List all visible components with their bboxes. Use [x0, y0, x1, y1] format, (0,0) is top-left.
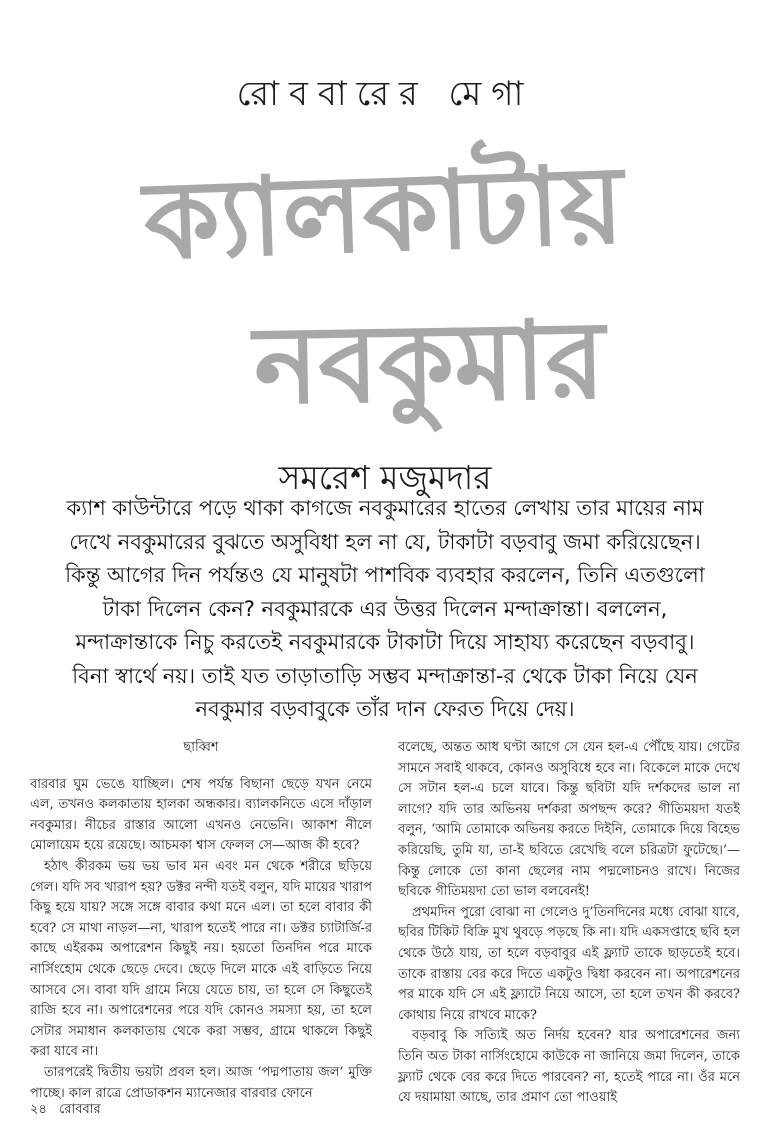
magazine-name: রোববার — [59, 1102, 101, 1117]
body-paragraph: তারপরেই দ্বিতীয় ভয়টা প্রবল হল। আজ ‘পদ্মপাতায় জল’ মুক্তি পাচ্ছে। কাল রাত্রে প্রোডাকশন ম্যানেজার বারবার ফোনে — [30, 1064, 372, 1101]
author-name: সমরেশ মজুমদার — [278, 458, 492, 497]
page-footer — [30, 1100, 101, 1121]
chapter-heading: ছাব্বিশ — [183, 740, 219, 755]
body-paragraph: বলেছে, অন্তত আধ ঘণ্টা আগে সে যেন হল-এ পৌঁছে যায়। গেটের সামনে সবাই থাকবে, কোনও অসুবিধে হবে না। বিকেলে মাকে দেখে সে সটান হল-এ চলে যাবে। কিন্তু ছবিটা যদি দর্শকদের ভাল না লাগে? যদি তার অভিনয় দর্শকরা অপছন্দ করে? গীতিময়দা যতই বলুন, ‘আমি তোমাকে অভিনয় করতে দিইনি, তোমাকে দিয়ে বিহেভ করিয়েছি, তুমি যা, তা-ই ছবিতে রেখেছি বলে চরিত্রটা ফুটেছে।’—কিন্তু লোকে তো কানা ছেলের নাম পদ্মলোচনও রাখে। নিজের ছবিকে গীতিময়দা তো ভাল বলবেনই! — [398, 740, 740, 900]
page-number: ২৪ — [30, 1102, 47, 1117]
body-paragraph: প্রথমদিন পুরো বোঝা না গেলেও দু’তিনদিনের মধ্যে বোঝা যাবে, ছবির টিকিট বিক্রি মুখ থুবড়ে পড়ছে কি না। যদি একসপ্তাহে ছবি হল থেকে উঠে যায়, তা হলে বড়বাবুর এই ফ্ল্যাট তাকে ছাড়তেই হবে। তাকে রাস্তায় বের করে দিতে একটুও দ্বিধা করবেন না। অপারেশনের পর মাকে যদি সে এই ফ্ল্যাটে নিয়ে আসে, তা হলে তখন কী করবে? কোথায় নিয়ে রাখবে মাকে? — [398, 904, 740, 1023]
title-calligraphy — [0, 110, 770, 460]
title-line-1: ক্যালকাটায় — [142, 142, 626, 285]
right-column — [398, 738, 740, 1109]
intro-summary: ক্যাশ কাউন্টারে পড়ে থাকা কাগজে নবকুমারের হাতের লেখায় তার মায়ের নাম দেখে নবকুমারের বুঝতে অসুবিধা হল না যে, টাকাটা বড়বাবু জমা করিয়েছেন। কিন্তু আগের দিন পর্যন্তও যে মানুষটা পাশবিক ব্যবহার করলেন, তিনি এতগুলো টাকা দিলেন কেন? নবকুমারকে এর উত্তর দিলেন মন্দাক্রান্তা। বললেন, মন্দাক্রান্তাকে নিচু করতেই নবকুমারকে টাকাটা দিয়ে সাহায্য করেছেন বড়বাবু। বিনা স্বার্থে নয়। তাই যত তাড়াতাড়ি সম্ভব মন্দাক্রান্তা-র থেকে টাকা নিয়ে যেন নবকুমার বড়বাবুকে তাঁর দান ফেরত দিয়ে দেয়। — [65, 496, 705, 721]
body-paragraph: বারবার ঘুম ভেঙে যাচ্ছিল। শেষ পর্যন্ত বিছানা ছেড়ে যখন নেমে এল, তখনও কলকাতায় হালকা অন্ধকার। ব্যালকনিতে এসে দাঁড়াল নবকুমার। নীচের রাস্তার আলো এখনও নেভেনি। আকাশ নীলে মোলায়েম হয়ে রয়েছে। আচমকা শ্বাস ফেলল সে—আজ কী হবে? — [30, 776, 372, 854]
body-paragraph: বড়বাবু কি সত্যিই অত নির্দয় হবেন? যার অপারেশনের জন্য তিনি অত টাকা নার্সিংহোমে কাউকে না জানিয়ে জমা দিলেন, তাকে ফ্ল্যাট থেকে বের করে দিতে পারবেন? না, হতেই পারে না। ওঁর মনে যে দয়ামায়া আছে, তার প্রমাণ তো পাওয়াই — [398, 1028, 740, 1106]
left-column — [30, 738, 372, 1104]
body-paragraph: হঠাৎ কীরকম ভয় ভয় ভাব মন এবং মন থেকে শরীরে ছড়িয়ে গেল। যদি সব খারাপ হয়? ডক্টর নন্দী যতই বলুন, যদি মায়ের খারাপ কিছু হয়ে যায়? সঙ্গে সঙ্গে বাবার কথা মনে এল। তা হলে বাবার কী হবে? সে মাথা নাড়ল—না, খারাপ হতেই পারে না। ডক্টর চ্যাটার্জি-র কাছে এইরকম অপারেশন কিছুই নয়। হয়তো তিনদিন পরে মাকে নার্সিংহোম থেকে ছেড়ে দেবে। ছেড়ে দিলে মাকে এই বাড়িতে নিয়ে আসবে সে। বাবা যদি গ্রামে নিয়ে যেতে চায়, তা হলে সে কিছুতেই রাজি হবে না। অপারেশনের পরে যদি কোনও সমস্যা হয়, তা হলে সেটার সমাধান কলকাতায় থেকে করা সম্ভব, গ্রামে থাকলে কিছুই করা যাবে না। — [30, 858, 372, 1060]
title-line-2: নবকুমার — [252, 297, 606, 430]
section-kicker: রোববারের মেগা — [236, 74, 534, 114]
